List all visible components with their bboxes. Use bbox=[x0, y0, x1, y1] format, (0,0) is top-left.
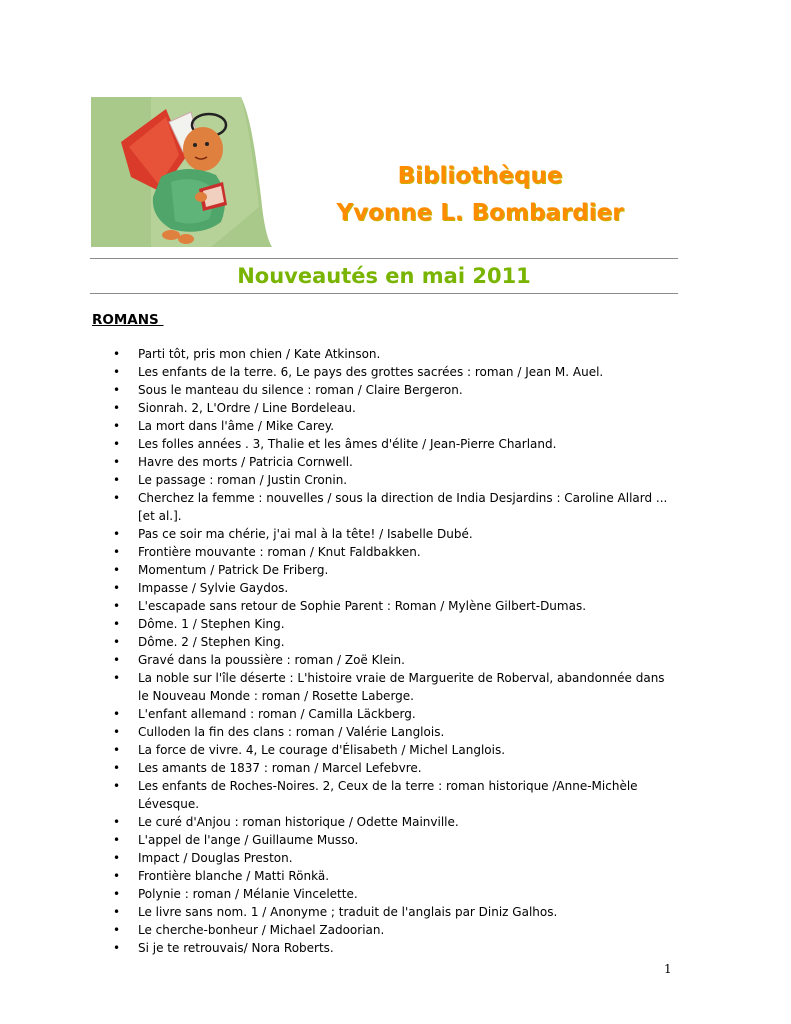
list-item: • Cherchez la femme : nouvelles / sous la direction de India Desjardins : Caroline Allard ... [et al.]. bbox=[112, 489, 672, 525]
library-logo bbox=[91, 97, 272, 247]
list-item: • Havre des morts / Patricia Cornwell. bbox=[112, 453, 672, 471]
list-item: • Parti tôt, pris mon chien / Kate Atkinson. bbox=[112, 345, 672, 363]
list-item: • L'escapade sans retour de Sophie Parent : Roman / Mylène Gilbert-Dumas. bbox=[112, 597, 672, 615]
list-item: • Sionrah. 2, L'Ordre / Line Bordeleau. bbox=[112, 399, 672, 417]
list-item: • L'enfant allemand : roman / Camilla Läckberg. bbox=[112, 705, 672, 723]
list-item: • Impasse / Sylvie Gaydos. bbox=[112, 579, 672, 597]
library-title-line-1: Bibliothèque bbox=[397, 163, 563, 189]
list-item: • Les amants de 1837 : roman / Marcel Lefebvre. bbox=[112, 759, 672, 777]
list-item: • Frontière mouvante : roman / Knut Faldbakken. bbox=[112, 543, 672, 561]
list-item: • Le livre sans nom. 1 / Anonyme ; traduit de l'anglais par Diniz Galhos. bbox=[112, 903, 672, 921]
list-item: • Polynie : roman / Mélanie Vincelette. bbox=[112, 885, 672, 903]
list-item: • Culloden la fin des clans : roman / Valérie Langlois. bbox=[112, 723, 672, 741]
list-item: • Le curé d'Anjou : roman historique / Odette Mainville. bbox=[112, 813, 672, 831]
list-item: • Sous le manteau du silence : roman / Claire Bergeron. bbox=[112, 381, 672, 399]
list-item: • Le cherche-bonheur / Michael Zadoorian. bbox=[112, 921, 672, 939]
list-item: • Les enfants de la terre. 6, Le pays des grottes sacrées : roman / Jean M. Auel. bbox=[112, 363, 672, 381]
library-title-line-2: Yvonne L. Bombardier bbox=[336, 200, 624, 226]
list-item: • Frontière blanche / Matti Rönkä. bbox=[112, 867, 672, 885]
page-subtitle: Nouveautés en mai 2011 bbox=[237, 264, 531, 288]
library-title bbox=[300, 158, 660, 232]
header-divider-top bbox=[90, 258, 678, 259]
list-item: • Les folles années . 3, Thalie et les âmes d'élite / Jean-Pierre Charland. bbox=[112, 435, 672, 453]
list-item: • Les enfants de Roches-Noires. 2, Ceux de la terre : roman historique /Anne-Michèle Lévesque. bbox=[112, 777, 672, 813]
page-number: 1 bbox=[664, 962, 672, 976]
list-item: • L'appel de l'ange / Guillaume Musso. bbox=[112, 831, 672, 849]
list-item: • La force de vivre. 4, Le courage d'Élisabeth / Michel Langlois. bbox=[112, 741, 672, 759]
section-heading-romans: ROMANS bbox=[92, 312, 164, 328]
list-item: • Le passage : roman / Justin Cronin. bbox=[112, 471, 672, 489]
list-item: • La mort dans l'âme / Mike Carey. bbox=[112, 417, 672, 435]
list-item: • Si je te retrouvais/ Nora Roberts. bbox=[112, 939, 672, 957]
list-item: • Gravé dans la poussière : roman / Zoë Klein. bbox=[112, 651, 672, 669]
header-divider-bottom bbox=[90, 293, 678, 294]
list-item: • Impact / Douglas Preston. bbox=[112, 849, 672, 867]
list-item: • Dôme. 1 / Stephen King. bbox=[112, 615, 672, 633]
list-item: • Pas ce soir ma chérie, j'ai mal à la tête! / Isabelle Dubé. bbox=[112, 525, 672, 543]
list-item: • Dôme. 2 / Stephen King. bbox=[112, 633, 672, 651]
list-item: • Momentum / Patrick De Friberg. bbox=[112, 561, 672, 579]
book-list bbox=[112, 345, 672, 957]
angel-reading-book-icon bbox=[91, 97, 272, 247]
list-item: • La noble sur l'île déserte : L'histoire vraie de Marguerite de Roberval, abandonnée dans le Nouveau Monde : roman / Rosette Laberge. bbox=[112, 669, 672, 705]
